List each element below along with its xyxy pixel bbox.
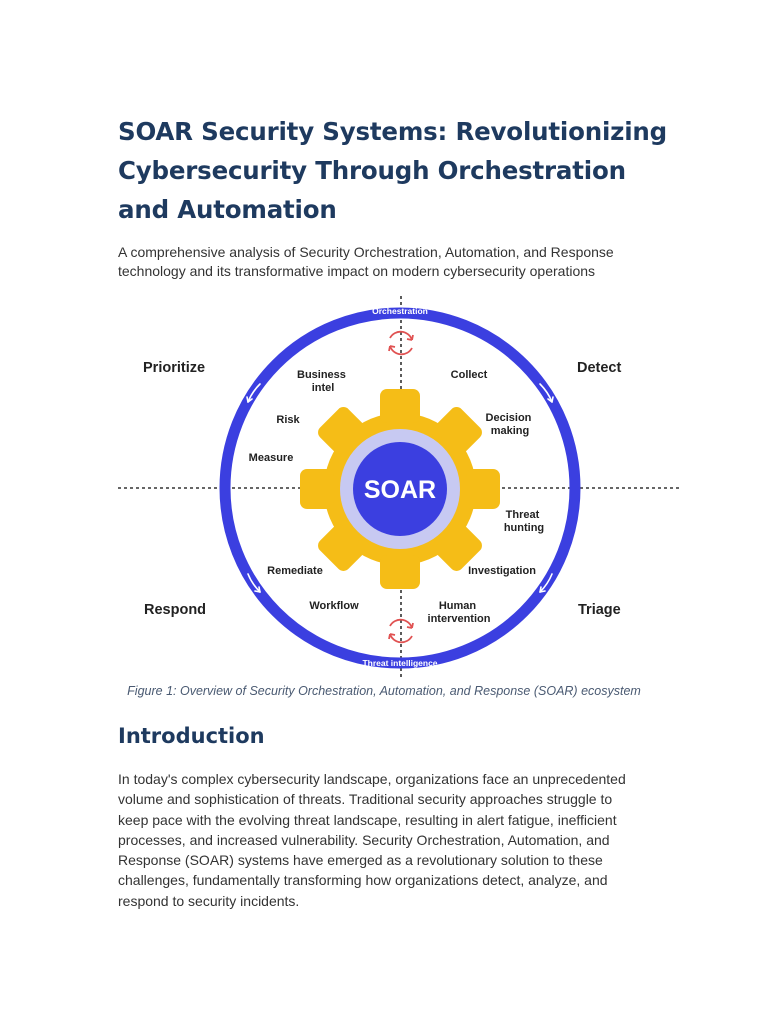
- quadrant-triage: Triage: [578, 602, 621, 618]
- step-collect: Collect: [450, 369, 488, 381]
- section-heading-introduction: Introduction: [118, 724, 265, 748]
- quadrant-prioritize: Prioritize: [143, 360, 206, 376]
- step-threat-hunting: Threat hunting: [503, 509, 545, 534]
- step-business-intel: Business intel: [297, 369, 346, 394]
- ring-label-bottom: Threat intelligence: [362, 658, 438, 668]
- ring-label-top: Orchestration: [372, 306, 428, 316]
- step-human-intervention: Human intervention: [427, 600, 491, 625]
- soar-center-label: SOAR: [363, 476, 437, 504]
- page-title: SOAR Security Systems: Revolutionizing Cybersecurity Through Orchestration and Automation: [118, 117, 667, 224]
- page-subtitle: A comprehensive analysis of Security Orchestration, Automation, and Response technology and its transformative impact on modern cybersecurity operations: [118, 244, 614, 279]
- step-remediate: Remediate: [267, 565, 323, 577]
- step-investigation: Investigation: [468, 565, 536, 577]
- step-measure: Measure: [248, 452, 294, 464]
- step-workflow: Workflow: [309, 600, 359, 612]
- quadrant-detect: Detect: [577, 360, 622, 376]
- soar-diagram: [100, 292, 700, 680]
- step-decision-making: Decision making: [485, 412, 532, 437]
- figure-caption: Figure 1: Overview of Security Orchestration, Automation, and Response (SOAR) ecosystem: [127, 684, 641, 698]
- introduction-paragraph: In today's complex cybersecurity landscape, organizations face an unprecedented volume and sophistication of threats. Traditional security approaches struggle to keep pace with the evolving threat landscape, resulting in alert fatigue, inefficient processes, and increased vulnerability. Security Orchestration, Automation, and Response (SOAR) systems have emerged as a revolutionary solution to these challenges, fundamentally transforming how organizations detect, analyze, and respond to security incidents.: [118, 771, 626, 909]
- quadrant-respond: Respond: [144, 602, 207, 618]
- step-risk: Risk: [276, 414, 300, 426]
